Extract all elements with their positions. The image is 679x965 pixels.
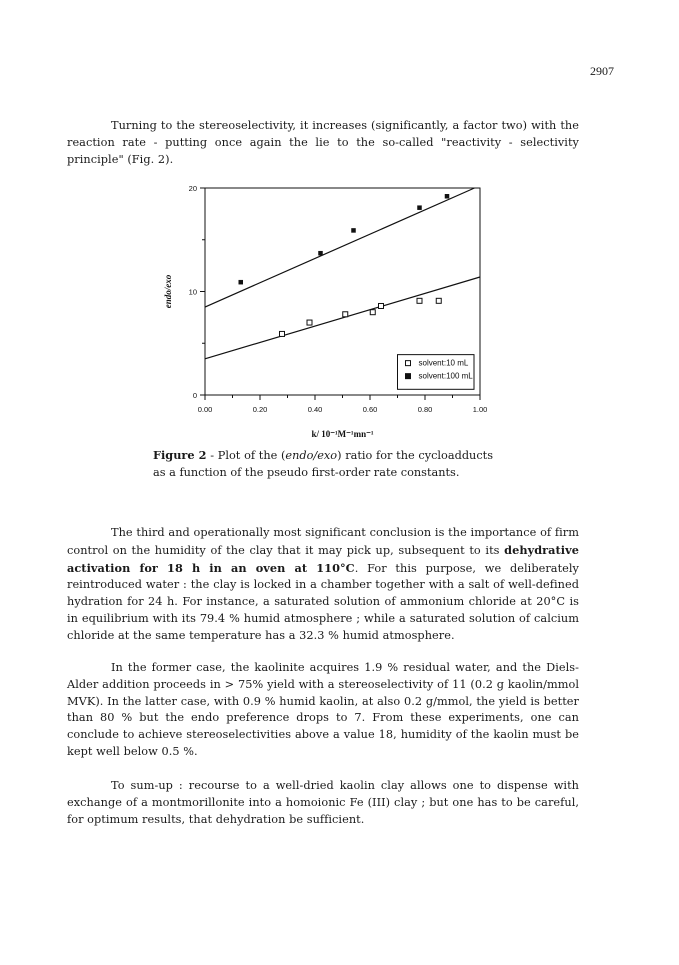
body-p1-bold: dehydrative activation for 18 h in an oven at 110°C: [67, 542, 579, 575]
filled-square-point: [319, 251, 323, 255]
filled-square-point: [239, 280, 243, 284]
endo-exo-chart: [140, 184, 488, 444]
body-p2: In the former case, the kaolinite acquires 1.9 % residual water, and the Diels-Alder addition proceeds in > 75% yield with a stereoselectivity of 11 (0.2 g kaolin/mmol MVK). In the latter case, with 0.9 % humid kaolin, at also 0.2 g/mmol, the yield is better than 80 % but the endo preference drops to 7. From these experiments, one can conclude to achieve stereoselectivities above a value 18, humidity of the kaolin must be kept well below 0.5 %.: [67, 661, 579, 758]
body-p1-b: . For this purpose, we deliberately reintroduced water : the clay is locked in a chamber together with a salt of well-defined hydration for 24 h. For instance, a saturated solution of ammonium chloride at 20°C is in equilibrium with its 79.4 % humid atmosphere ; while a saturated solution of calcium chloride at the same temperature has a 32.3 % humid atmosphere.: [67, 561, 579, 642]
y-axis-title: endo/exo: [163, 274, 173, 309]
x-tick-label: 1.00: [472, 405, 488, 414]
legend-label: solvent:100 mL: [418, 371, 473, 381]
filled-square-point: [445, 194, 449, 198]
filled-square-point: [352, 228, 356, 232]
x-axis-title: k/ 10⁻¹M⁻¹mn⁻¹: [311, 429, 374, 439]
x-tick-label: 0.40: [307, 405, 323, 414]
caption-italic: endo/exo: [285, 449, 338, 462]
intro-paragraph: [67, 118, 579, 168]
y-tick-label: 20: [188, 184, 197, 193]
figure-label: Figure 2: [153, 448, 207, 462]
page-number: 2907: [590, 64, 614, 78]
body-p3: To sum-up : recourse to a well-dried kaolin clay allows one to dispense with exchange of a montmorillonite into a homoionic Fe (III) clay ; but one has to be careful, for optimum results, that dehydration be sufficient.: [67, 779, 579, 826]
chart-layer: [163, 184, 487, 439]
open-square-point: [307, 320, 312, 325]
filled-square-point: [418, 206, 422, 210]
body-paragraph-1: [67, 525, 579, 645]
legend-open-square: [406, 361, 411, 366]
legend-filled-square: [406, 374, 411, 379]
y-tick-label: 0: [192, 391, 197, 400]
x-tick-label: 0.00: [197, 405, 213, 414]
x-tick-label: 0.20: [252, 405, 268, 414]
y-tick-label: 10: [188, 287, 197, 297]
open-square-point: [370, 310, 375, 315]
body-p1-a: The third and operationally most significant conclusion is the importance of firm control on the humidity of the clay that it may pick up, subsequent to its: [67, 526, 579, 557]
body-paragraph-3: [67, 778, 579, 828]
open-square-point: [343, 312, 348, 317]
open-square-point: [436, 298, 441, 303]
intro-text: Turning to the stereoselectivity, it increases (significantly, a factor two) with the reaction rate - putting once again the lie to the so-called "reactivity - selectivity principle" (Fig. 2).: [67, 119, 579, 166]
caption-part1: - Plot of the (: [206, 449, 286, 462]
caption-part2: ) ratio for the cycloadducts as a function of the pseudo first-order rate constants.: [153, 449, 493, 479]
open-square-point: [417, 298, 422, 303]
fit-line-2: [205, 188, 475, 307]
x-tick-label: 0.80: [417, 405, 433, 414]
legend-label: solvent:10 mL: [418, 358, 469, 368]
open-square-point: [280, 331, 285, 336]
open-square-point: [379, 303, 384, 308]
body-paragraph-2: [67, 660, 579, 761]
x-tick-label: 0.60: [362, 405, 378, 414]
figure-caption: [153, 447, 493, 481]
